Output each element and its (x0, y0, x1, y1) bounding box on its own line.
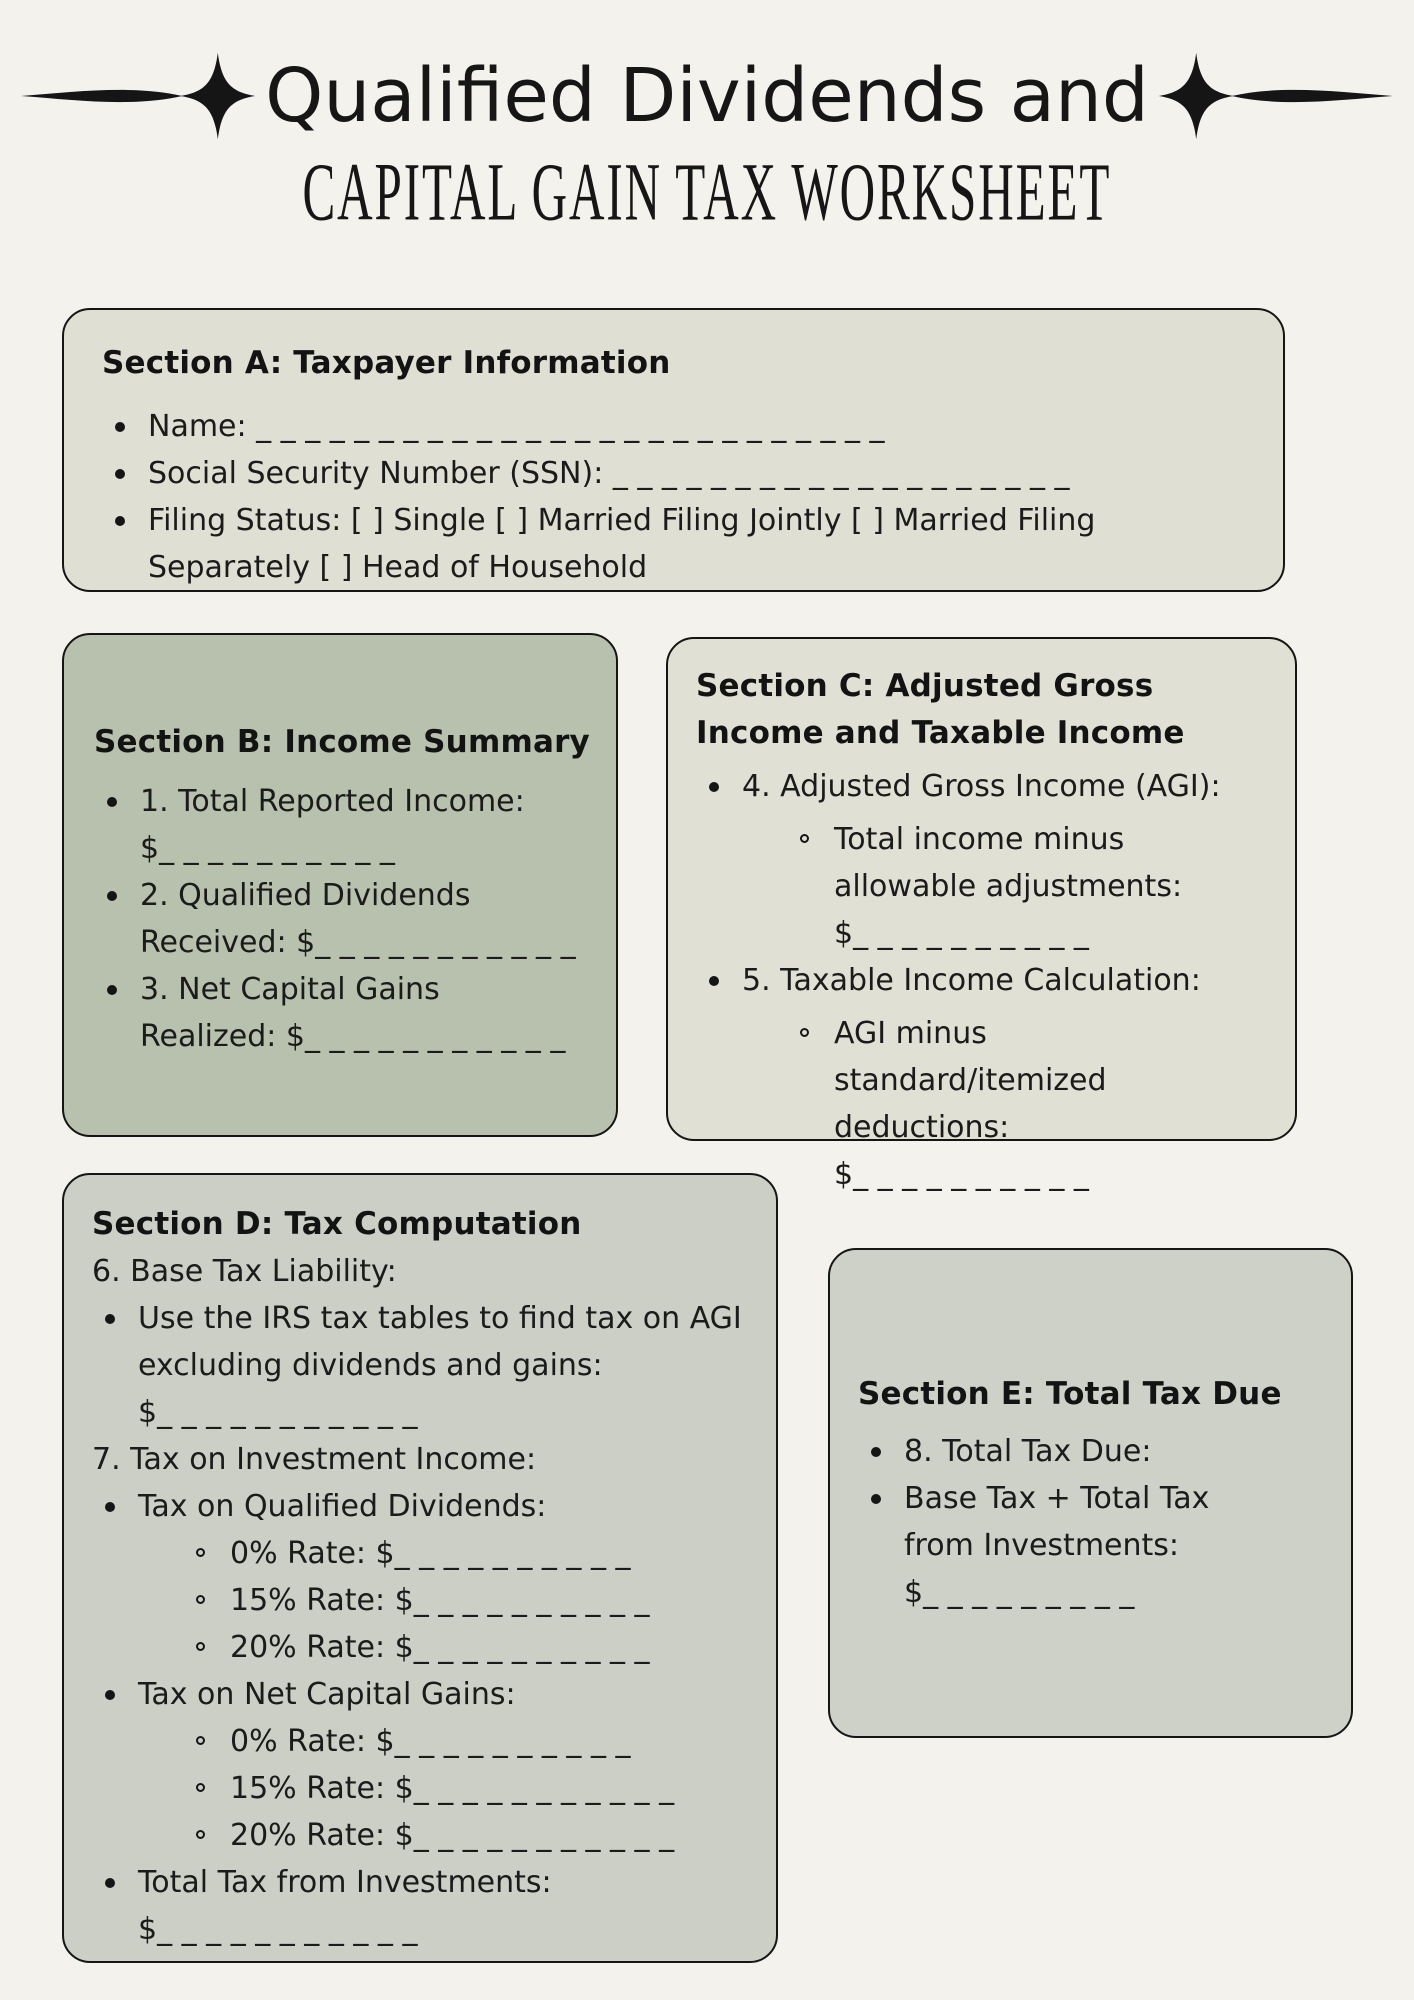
irs-tax-tables-line: Use the IRS tax tables to find tax on AGI excluding dividends and gains: $_ _ _ _ _ _ _ _ _ _ _ (92, 1295, 751, 1436)
section-e-list (858, 1428, 1326, 1616)
ncg-rates-list (184, 1718, 751, 1859)
ncg-rate-0: 0% Rate: $_ _ _ _ _ _ _ _ _ _ (184, 1718, 751, 1765)
investment-income-list (92, 1483, 751, 1953)
taxable-income-item (696, 957, 1267, 1198)
qualified-dividends-received-line (94, 872, 594, 966)
section-c-heading: Section C: Adjusted Gross Income and Taxable Income (696, 668, 1185, 751)
item-label: 3. Net Capital Gains (140, 972, 440, 1007)
taxable-income-sublist (788, 1010, 1267, 1198)
amount-blank: Realized: $_ _ _ _ _ _ _ _ _ _ _ (140, 1019, 566, 1054)
title-line-2: CAPITAL GAIN TAX WORKSHEET (302, 145, 1112, 238)
sparkle-divider-left-icon (21, 48, 261, 144)
amount-blank: $_ _ _ _ _ _ _ _ _ _ (834, 916, 1089, 951)
amount-blank: deductions: $_ _ _ _ _ _ _ _ _ _ (834, 1110, 1089, 1192)
taxable-income-detail (788, 1010, 1267, 1198)
section-e-heading: Section E: Total Tax Due (858, 1375, 1282, 1412)
section-d-heading: Section D: Tax Computation (92, 1206, 582, 1242)
section-c-list (696, 763, 1267, 1198)
item-label: 2. Qualified Dividends (140, 878, 471, 913)
section-a-taxpayer-information (62, 308, 1285, 592)
section-a-list (102, 403, 1253, 591)
qd-rates-list (184, 1530, 751, 1671)
detail-line: allowable adjustments: (834, 869, 1183, 904)
filing-status-line: Filing Status: [ ] Single [ ] Married Filing Jointly [ ] Married Filing Separately [ ] Head of Household (102, 497, 1253, 591)
item-label: 4. Adjusted Gross Income (AGI): (742, 769, 1221, 804)
tax-on-investment-income-label: 7. Tax on Investment Income: (92, 1442, 537, 1477)
total-tax-from-investments-line: Total Tax from Investments: $_ _ _ _ _ _ _ _ _ _ _ (92, 1859, 751, 1953)
title-row (0, 48, 1414, 144)
sparkle-divider-right-icon (1153, 48, 1393, 144)
section-b-heading: Section B: Income Summary (94, 724, 590, 760)
section-b-income-summary (62, 633, 618, 1137)
net-capital-gains-tax-item (92, 1671, 751, 1859)
total-reported-income-line (94, 778, 594, 872)
section-d-tax-computation (62, 1173, 778, 1963)
detail-line: standard/itemized (834, 1063, 1107, 1098)
item-label: 1. Total Reported Income: (140, 784, 525, 819)
detail-line: AGI minus (834, 1016, 987, 1051)
section-c-agi-taxable-income (666, 637, 1297, 1192)
ssn-field-line: Social Security Number (SSN): _ _ _ _ _ _ _ _ _ _ _ _ _ _ _ _ _ _ _ (102, 450, 1253, 497)
qd-rate-0: 0% Rate: $_ _ _ _ _ _ _ _ _ _ (184, 1530, 751, 1577)
agi-detail (788, 816, 1267, 957)
qd-rate-20: 20% Rate: $_ _ _ _ _ _ _ _ _ _ (184, 1624, 751, 1671)
agi-item (696, 763, 1267, 957)
base-plus-investment-tax-line: Base Tax + Total Tax from Investments: $_ _ _ _ _ _ _ _ _ (858, 1475, 1284, 1616)
net-capital-gains-realized-line (94, 966, 594, 1060)
amount-blank: $_ _ _ _ _ _ _ _ _ _ (140, 831, 395, 866)
name-field-line: Name: _ _ _ _ _ _ _ _ _ _ _ _ _ _ _ _ _ _ _ _ _ _ _ _ _ _ (102, 403, 1253, 450)
section-b-list (94, 778, 594, 1060)
base-tax-liability-label: 6. Base Tax Liability: (92, 1254, 397, 1289)
agi-sublist (788, 816, 1267, 957)
amount-blank: Received: $_ _ _ _ _ _ _ _ _ _ _ (140, 925, 576, 960)
base-tax-list (92, 1295, 751, 1436)
detail-line: Total income minus (834, 822, 1125, 857)
total-tax-due-line: 8. Total Tax Due: (858, 1428, 1284, 1475)
title-block (0, 48, 1414, 238)
ncg-rate-20: 20% Rate: $_ _ _ _ _ _ _ _ _ _ _ (184, 1812, 751, 1859)
ncg-rate-15: 15% Rate: $_ _ _ _ _ _ _ _ _ _ _ (184, 1765, 751, 1812)
qualified-dividends-tax-item (92, 1483, 751, 1671)
title-line-1: Qualified Dividends and (265, 53, 1149, 139)
qd-rate-15: 15% Rate: $_ _ _ _ _ _ _ _ _ _ (184, 1577, 751, 1624)
item-label: Tax on Net Capital Gains: (138, 1677, 516, 1712)
item-label: 5. Taxable Income Calculation: (742, 963, 1201, 998)
section-e-total-tax-due (828, 1248, 1353, 1738)
item-label: Tax on Qualified Dividends: (138, 1489, 547, 1524)
section-a-heading: Section A: Taxpayer Information (102, 345, 671, 381)
